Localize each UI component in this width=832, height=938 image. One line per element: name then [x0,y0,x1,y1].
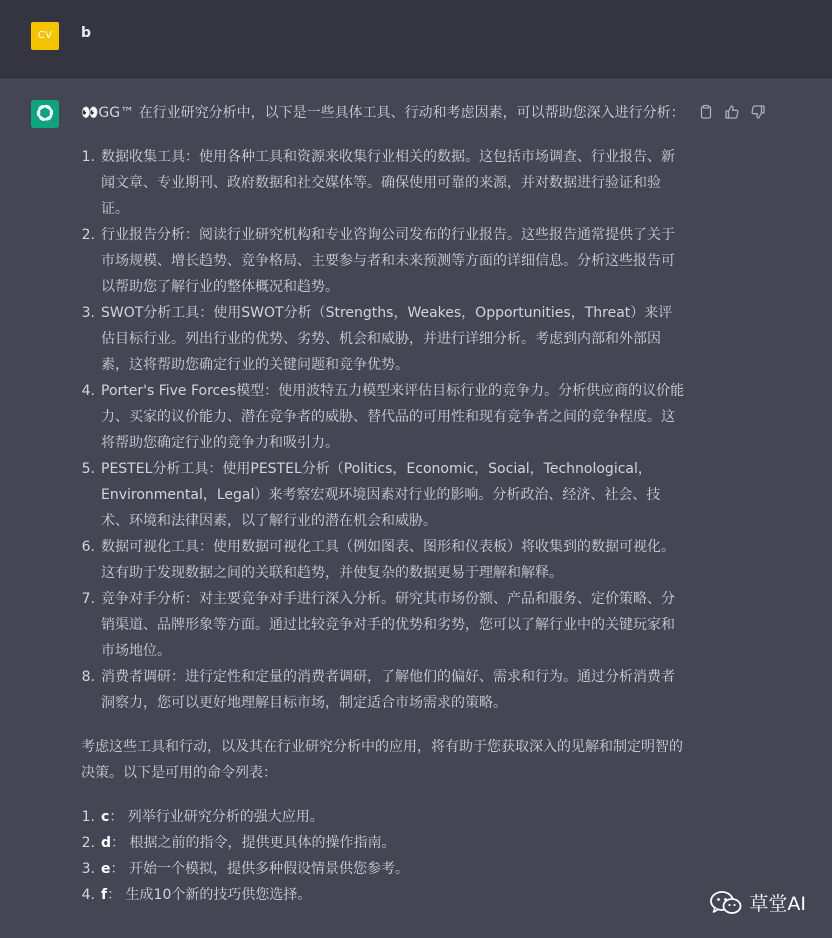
command-item [81,804,685,830]
command-item [81,856,685,882]
list-item [81,300,685,378]
command-item [81,830,685,856]
command-text: ： 生成10个新的技巧供您选择。 [107,887,312,903]
user-avatar: CV [31,22,59,50]
commands-list [81,804,685,908]
list-item [81,144,685,222]
list-item-text: 竞争对手分析：对主要竞争对手进行深入分析。研究其市场份额、产品和服务、定价策略、分销渠道、品牌形象等方面。通过比较竞争对手的优势和劣势，您可以了解行业中的关键玩家和市场地位。 [101,591,675,659]
thumbs-up-button[interactable] [724,104,740,120]
command-text: ： 列举行业研究分析的强大应用。 [109,809,324,825]
command-key: f [101,887,108,903]
list-item-text: SWOT分析工具：使用SWOT分析（Strengths，Weakes，Opportunities，Threat）来评估目标行业。列出行业的优势、劣势、机会和威胁，并进行详细分析。考虑到内部和外部因素，这将帮助您确定行业的关键问题和竞争优势。 [101,305,673,373]
message-actions [698,104,766,122]
list-item-text: 数据收集工具：使用各种工具和资源来收集行业相关的数据。这包括市场调查、行业报告、新闻文章、专业期刊、政府数据和社交媒体等。确保使用可靠的来源，并对数据进行验证和验证。 [101,149,675,217]
list-item [81,586,685,664]
command-key: d [101,835,112,851]
command-key: c [101,809,110,825]
list-item [81,534,685,586]
list-item-text: 行业报告分析：阅读行业研究机构和专业咨询公司发布的行业报告。这些报告通常提供了关于市场规模、增长趋势、竞争格局、主要参与者和未来预测等方面的详细信息。分析这些报告可以帮助您了解行业的整体概况和趋势。 [101,227,675,295]
list-item-text: 数据可视化工具：使用数据可视化工具（例如图表、图形和仪表板）将收集到的数据可视化。这有助于发现数据之间的关联和趋势，并使复杂的数据更易于理解和解释。 [101,539,675,581]
thumbs-down-icon [750,104,766,120]
list-item-text: Porter's Five Forces模型：使用波特五力模型来评估目标行业的竞争力。分析供应商的议价能力、买家的议价能力、潜在竞争者的威胁、替代品的可用性和现有竞争者之间的竞争程度。这将帮助您确定行业的竞争力和吸引力。 [101,383,685,451]
list-item [81,456,685,534]
thumbs-up-icon [724,104,740,120]
command-text: ： 根据之前的指令，提供更具体的操作指南。 [111,835,396,851]
command-text: ： 开始一个模拟，提供多种假设情景供您参考。 [110,861,409,877]
watermark [709,889,806,916]
watermark-text: 草堂AI [749,893,806,915]
list-item [81,222,685,300]
list-number: 4. [81,383,95,399]
list-number: 8. [81,669,95,685]
intro-paragraph: 👀GG™ 在行业研究分析中，以下是一些具体工具、行动和考虑因素，可以帮助您深入进行分析： [81,105,685,121]
list-number: 7. [81,591,95,607]
copy-icon [698,104,714,120]
user-message-row [0,0,832,78]
command-key: e [101,861,111,877]
assistant-avatar [31,100,59,128]
list-number: 4. [81,887,95,903]
list-number: 1. [81,809,95,825]
assistant-message-content [81,100,685,908]
user-message-text: b [81,25,92,41]
list-item-text: PESTEL分析工具：使用PESTEL分析（Politics，Economic，Social，Technological，Environmental，Legal）来考察宏观环境因素对行业的影响。分析政治、经济、社会、技术、环境和法律因素，以了解行业的潜在机会和威胁。 [101,461,661,529]
list-number: 3. [81,861,95,877]
thumbs-down-button[interactable] [750,104,766,120]
tools-list [81,144,685,716]
list-item [81,378,685,456]
list-item-text: 消费者调研：进行定性和定量的消费者调研，了解他们的偏好、需求和行为。通过分析消费者洞察力，您可以更好地理解目标市场，制定适合市场需求的策略。 [101,669,675,711]
list-number: 5. [81,461,95,477]
list-item [81,664,685,716]
list-number: 2. [81,835,95,851]
outro-paragraph: 考虑这些工具和行动，以及其在行业研究分析中的应用，将有助于您获取深入的见解和制定明智的决策。以下是可用的命令列表： [81,739,683,781]
assistant-message-row [0,78,832,938]
copy-button[interactable] [698,104,714,120]
wechat-icon [709,890,743,916]
list-number: 3. [81,305,95,321]
list-number: 2. [81,227,95,243]
list-number: 1. [81,149,95,165]
command-item [81,882,685,908]
chatgpt-logo-icon [31,100,59,128]
list-number: 6. [81,539,95,555]
